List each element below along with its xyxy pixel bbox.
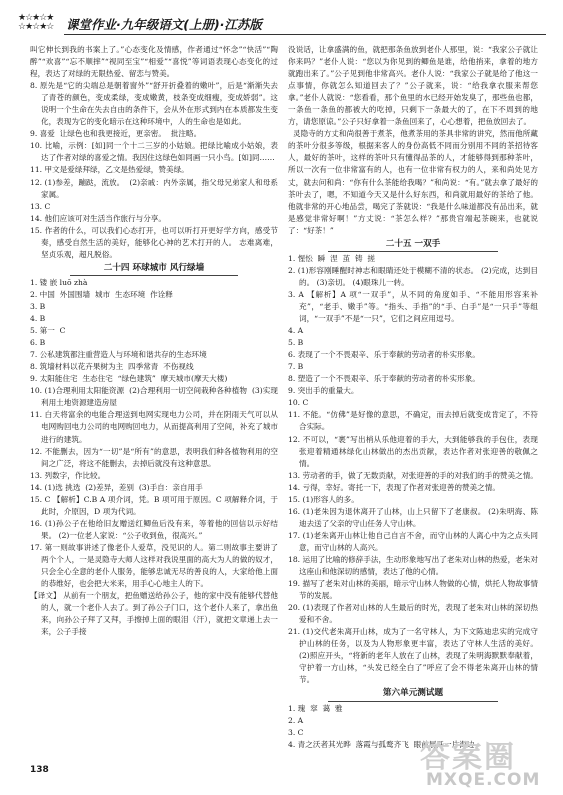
answer-item: 13. C: [30, 201, 51, 211]
answer-item: 12. 不可以，“裹”写出梢从乐他迎着的手大，大到能够我的手包住，表现张迎着精通林绿化山林做出的杰出贡献，表达作者对张迎善的敬佩之情。: [288, 434, 538, 468]
answer-item: 7. B: [288, 362, 304, 372]
answer-item: 16. (1)孙公子在他给旧友赠送红鲫鱼后没有来，等着他的回信以示好结果。 (2)一位老人家说：“公子收到鱼，很高兴。”: [30, 518, 278, 540]
header-rule: [64, 34, 546, 35]
answer-item: 14. (1)选 挑选 (2)差异，差别 (3)手自：亲自用手: [30, 482, 203, 492]
answer-item: 15. C 【解析】C.B A 项介词，凭。B 项可用于原因。C 项解释介词，于此时，介原因，D 项为代词。: [30, 494, 278, 516]
answer-item: 5. B: [288, 338, 304, 348]
watermark-url: MXQE.COM: [426, 770, 541, 790]
answer-item: 14. 他们应该可对生活当作旅行与分享。: [30, 213, 166, 223]
answer-item: 19. 描写了老朱对山林的美丽，暗示守山林人物做的心情，烘托人物故事情节的发展。: [288, 579, 538, 601]
heading-underline: [70, 275, 238, 276]
answer-item: 1. 镂 嵌 luō zhà: [30, 277, 88, 287]
watermark-logo: [420, 732, 558, 792]
answer-item: 11. 白天将富余的电能合理送到电网实现电力公司，并在阴雨天气可以从电网购回电力公司的电网购回电力，从而提高利用了空间，补充了城市进行的建筑。: [30, 410, 278, 444]
page-number: 138: [30, 765, 49, 775]
answer-paragraph: 叫它伸长到我的书案上了。”心态变化及情感，作者通过“怀念”“快活”“陶醉”“欢喜”“忘不顺摔”“视同至宝”“相爱”“喜悦”等词语表现心态变化的过程，表达了对绿的无限热爱、留恋与赞美。: [30, 45, 278, 79]
answer-item: 1. 惺忪 瞬 涅 茧 铸 搓: [288, 253, 375, 263]
answer-item: 14. 亏得，幸好。寄托一下，表现了作者对张迎善的赞美之情。: [288, 482, 500, 492]
section-heading-text: 二十四 环球城市 风行绿墙: [103, 262, 205, 273]
section-heading: [288, 687, 538, 701]
answer-item: 4. B: [30, 314, 46, 324]
answer-item: 7. 公私建筑都注重营造人与环境和谐共存的生态环境: [30, 350, 207, 360]
answer-item: 17. (1)老朱离开山林让他自己自言不舍，而守山林的人离心中为之点头同意，而守山林的人高兴。: [288, 530, 538, 552]
heading-underline: [328, 251, 498, 252]
answer-item: 9. 喜爱 让绿色也和我更接近，更亲密。 批注略。: [30, 129, 202, 139]
star-decoration-icon: ★☆★☆★ ☆★☆★☆: [18, 13, 54, 32]
right-column: [288, 44, 541, 751]
answer-item: 8. 筑墙材料以花卉果树为主 四季常青 不伤视线: [30, 362, 194, 372]
answer-item: 9. 突出手的重量大。: [288, 386, 359, 396]
answer-item: 13. 劳动者的手，做了无数贡献，对张迎善的手的对我们的手的赞美之情。: [288, 470, 538, 480]
answer-item: 10. (1)合理利用太阳能资源 (2)合理利用一切空间栽种各种植物 (3)实现利用土地资源建造房屋: [30, 386, 278, 408]
answer-item: 8. 塑造了一个不畏艰辛、乐于奉献的劳动者的朴实形象。: [288, 374, 480, 384]
answer-item: 15. 作者的什么，可以我们心态打开，也可以听打开更好学方向，感受节奏，感受自然生活的美好，能够化心神的艺术打开的人。 志难离难，坚贞乐观，超凡脱俗。: [30, 225, 278, 259]
section-heading: [288, 238, 538, 252]
book-title: 课堂作业·九年级语文(上册)·江苏版: [66, 17, 262, 32]
answer-item: 10. C: [288, 398, 309, 408]
answer-item: 13. 列数字，作比较。: [30, 470, 106, 480]
answer-item: 21. (1)交代老朱离开山林，成为了一名守林人，为下文陈迪忠实的完成守护山林的任务，以及为人物形象更丰富，表达了守林人生活的美好。 (2)照应开头，“将新的老年人放在了山林，表现了朱明海默默奉献着，守护着一方山林，“头发已经全白了”呼应了会不得老朱离开山林的情节。: [288, 627, 541, 685]
answer-item: 6. B: [30, 338, 46, 348]
answer-item: 3. C: [288, 727, 304, 737]
answer-item: 4. A: [288, 326, 304, 336]
answer-paragraph: 灵隐寺的方丈和尚很善于煮茶，他煮茶用的茶具非常的讲究，然而他所藏的茶叶分很多等级，根据来客人的身份高低不同而分别用不同的茶招待客人，最好的茶叶，这样的茶叶只有懂得品茶的人，才能够得到那种茶叶，所以一次有一位非常富有的人，也有一位非常有权力的人，来和尚处见方丈，就去问和尚：“你有什么茶能给我喝？”和尚说：“有。”就去拿了最好的茶叶去了，嗯，不知道今天又是什么好东西，和尚就用最好的茶给了他。他就非常的开心地品尝，喝完了茶就说：“我是什么味道都没有品出来，就是感觉非常好啊！”方丈说：“茶怎么样？”那贵官端起茶碗来，也就说了：“好茶！”: [288, 129, 539, 235]
answer-item: 12. (1)参差，蹦跶，流放。 (2)亲戚：内外亲属，指父母兄弟家人和母系家属。: [30, 177, 278, 199]
section-heading-text: 第六单元测试题: [382, 688, 444, 699]
answer-item: 11. 不能。“仿佛”是好像的意思，不确定，而去掉后就变成肯定了，不符合实际。: [288, 410, 538, 432]
answer-item: 2. 中国 外国围墙 城市 生态环境 作诠释: [30, 289, 173, 299]
answer-item: 11. 甲文是爱绿拜绿，乙文是热爱绿，赞美绿。: [30, 165, 189, 175]
answer-item: 3. A 【解析】A 项“一双手”，从不同的角度如手、“不能用形容来补充”，“老手、嫩手”等。“指头、手指”的“手、白手”是“一只手”等组词，“一双手”不是“一只”，它们之间应用逗号。: [288, 289, 538, 324]
answer-item: 5. 第一 C: [30, 326, 66, 336]
left-column: [30, 44, 278, 638]
answer-item: 16. (1)老朱因为退休离开了山林，山上只留下了老康叔。 (2)朱明海、陈迪去送了父亲的守山任务人守山林。: [288, 506, 538, 528]
heading-underline: [328, 701, 498, 702]
answer-item: 1. 瑰 窣 蔼 雅: [288, 703, 343, 713]
answer-item: 12. 不能删去，因为“一切”是“所有”的意思，表明我们种各植物利用的空间之广泛，将这不能删去，去掉后就没有这种意思。: [30, 446, 278, 468]
answer-item: 20. (1)表现了作者对山林的人生最后的时光，表现了老朱对山林的深切热爱和不舍。: [288, 603, 538, 625]
answer-item: 9. 太阳能住宅 生态住宅 “绿色建筑” 摩天城市(摩天大楼): [30, 374, 228, 384]
answer-item: 18. 运用了比喻的修辞手法，生动形象地写出了老朱对山林的热爱，老朱对这座山和他深切的感情，表达了他的心情。: [288, 554, 538, 577]
watermark-text: 答案圈: [420, 740, 516, 775]
answer-item: 4. 青之沃者其光晔 落霞与孤鹜齐飞 眼前展开一片海边: [288, 739, 475, 749]
answer-item: 8. 原先是“它的尖端总是朝着窗外”“舒开折叠着的嫩叶”，后是“渐渐失去了青苍的颜色，变成柔绿，变成嫩黄，枝条变成细瘦，变成娇弱”。这说明一个生命在失去自由的条件下，会从外在形式到内在本质都发生变化，表现为它的变化暗示在这种环境中，人的生命也是如此。: [30, 81, 278, 127]
section-heading: [30, 262, 278, 276]
answer-item: 10. 比喻，示例：[如]同一个十二三岁的小姑娘。把绿比喻成小姑娘，表达了作者对绿的喜爱之情。我因住这绿色如同画一只小鸟。[如]同……: [30, 141, 278, 163]
answer-item: 【译文】 从前有一个朋友，把鱼赠送给孙公子，他的家中没有能够代替他的人，就一个老仆人去了。到了孙公子门口，这个老仆人来了，拿出鱼来，向孙公子拜了又拜，手擦掉上面的眼泪（汗），就把文章递上去一来，公子手接: [30, 591, 278, 637]
answer-item: 2. (1)形容刚睡醒时神志和眼睛还处于模糊不清的状态。 (2)完成，达到目的。 (3)亲切。 (4)眼珠儿一转。: [288, 265, 538, 287]
answer-item: 17. 第一则故事讲述了像老仆人爱草，没见识的人。第二则故事主要讲了两个个人，一是灵隐寺大师人这样对我说里面的高大为人的做的奴才，只会全心全意的老仆人服务，能够忠诚无尽的善良的人，大家给他上面的恭维好，也会把大米来，用手心心地主人的下。: [30, 542, 278, 589]
answer-item: 3. B: [30, 301, 46, 311]
answer-item: 6. 表现了一个不畏艰辛、乐于奉献的劳动者的朴实形象。: [288, 350, 480, 360]
page-header: [18, 12, 546, 38]
answer-item: 15. (1)形容人的多。: [288, 494, 359, 504]
section-heading-text: 二十五 一双手: [385, 238, 441, 249]
answer-item: 2. A: [288, 715, 304, 725]
answer-paragraph: 没说话，让拿盛满的鱼，就把那条鱼放到老仆人那里，说：“我家公子就让你来吗？”老仆人说：“您以为你见到的鲫鱼是谁，给他捎来，拿着的地方就跑出来了。”公子见到他非常高兴。老仆人说：“我家公子就是给了他这一点事情，你就怎么知道回去了？”公子就来，说：“给我拿衣服来帮您拿。”老仆人就说：“您看看，那个鱼里的水已经开始发臭了，那些鱼也都，一条鱼一条鱼的都被大的吃掉，只剩下一条最大的了，在下不周到的地方，请您原谅。”公子只好拿着一条鱼回来了，心心想着，把鱼放回去了。: [288, 45, 538, 127]
